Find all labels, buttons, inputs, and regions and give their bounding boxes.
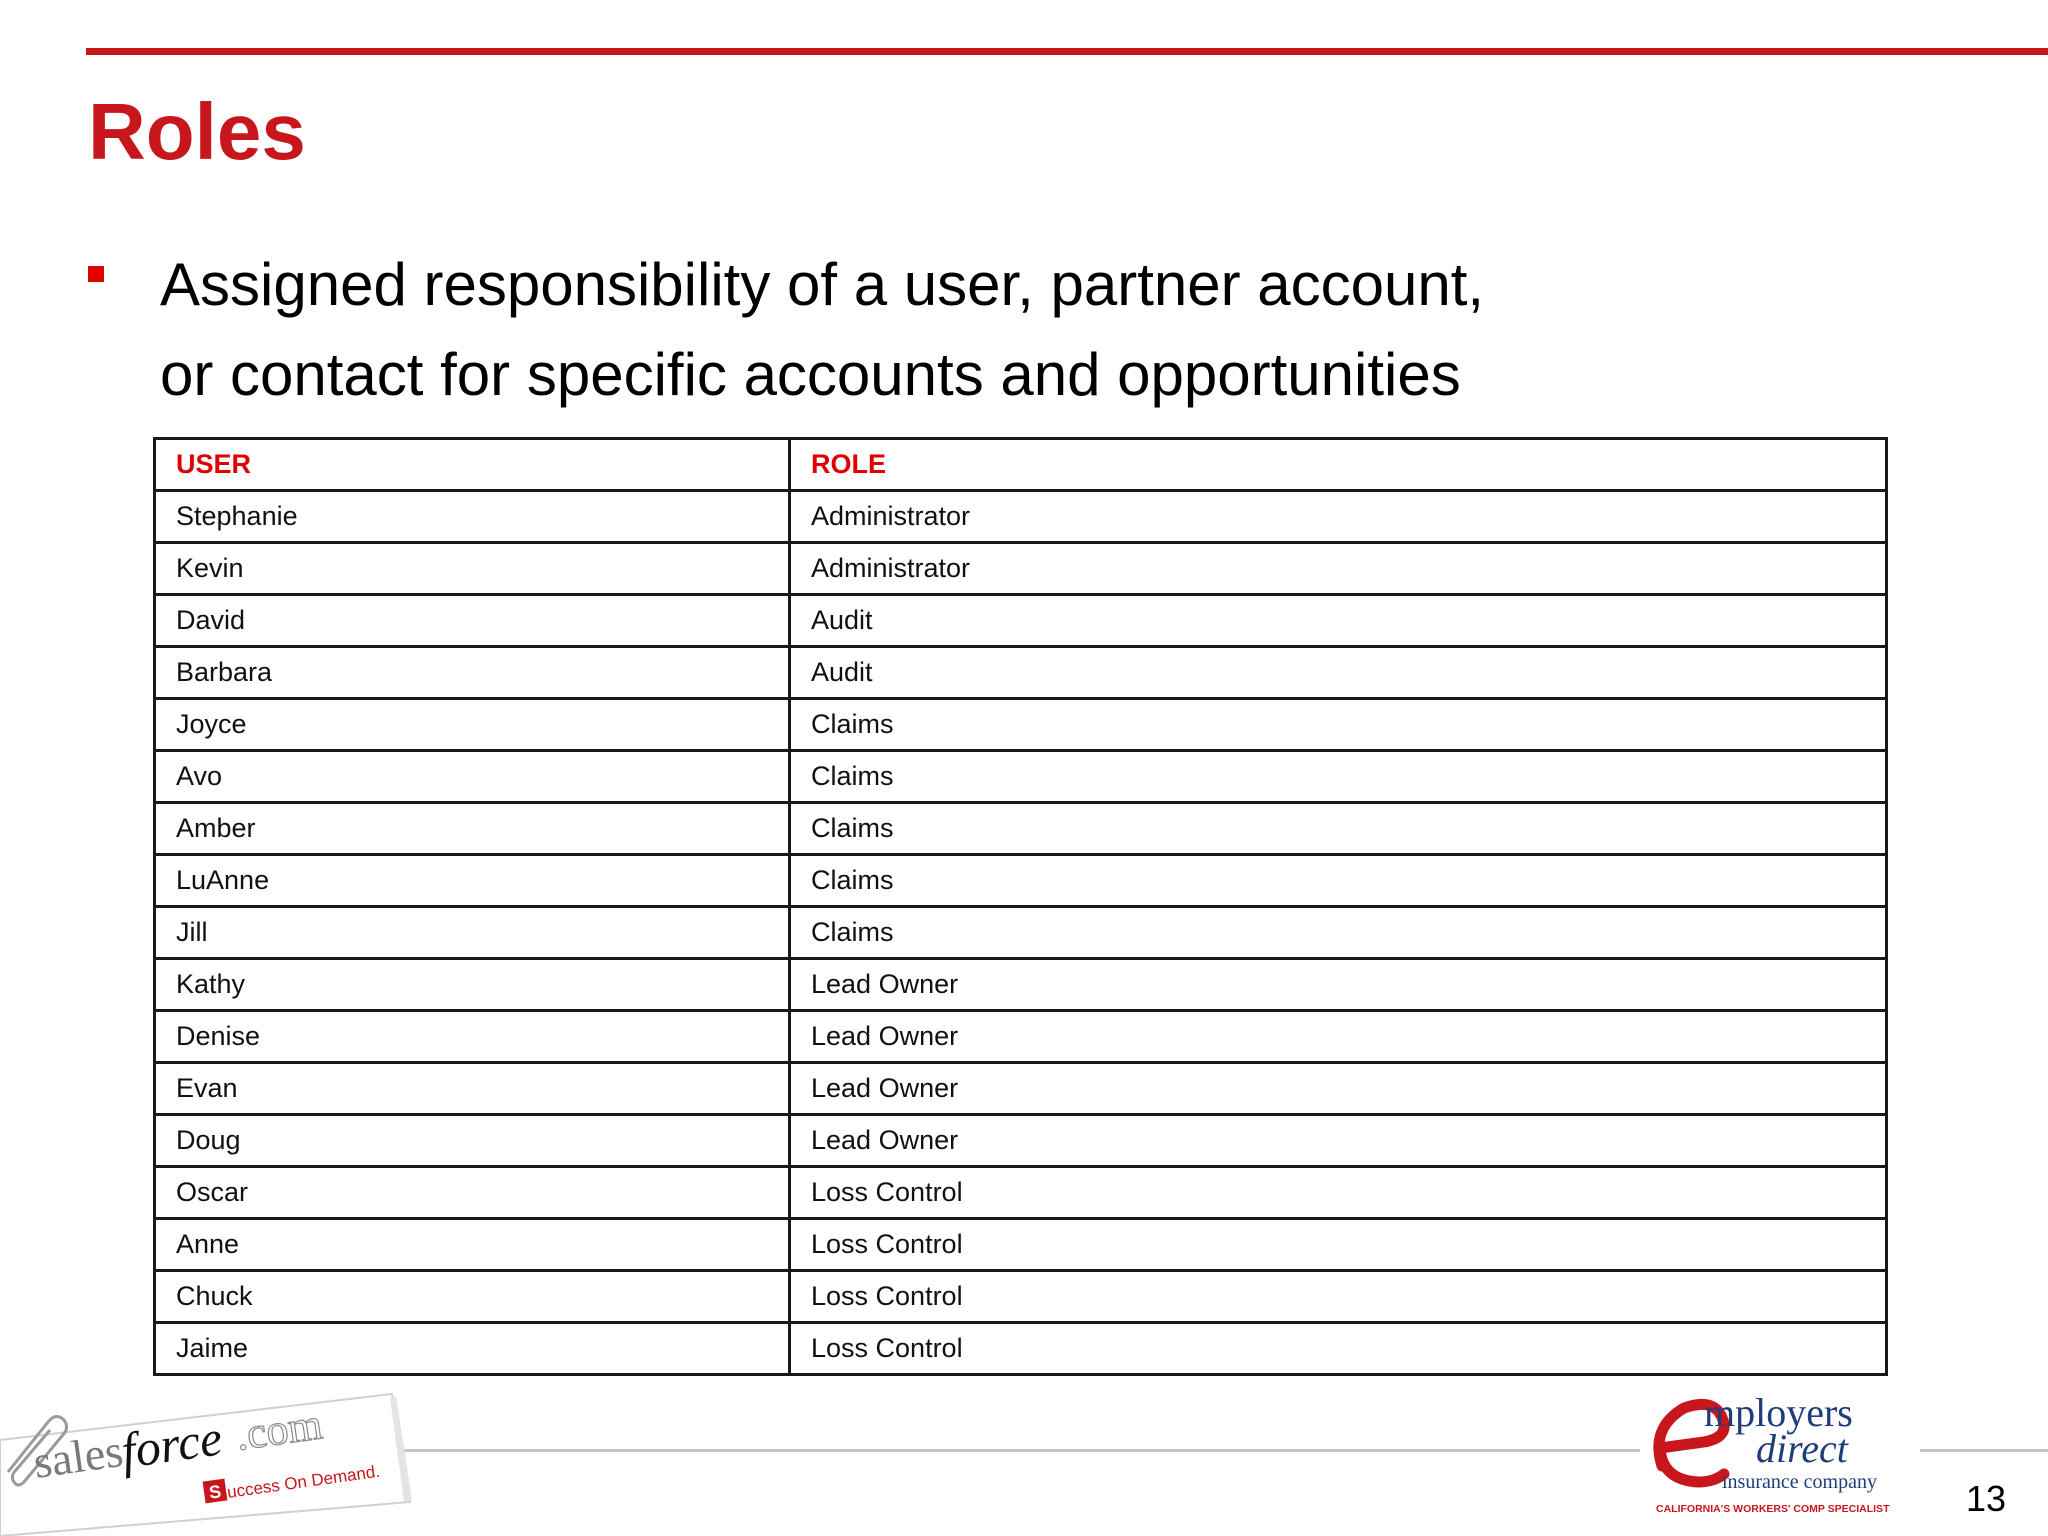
role-cell: Claims: [790, 907, 1887, 959]
role-cell: Claims: [790, 803, 1887, 855]
table-row: [155, 1011, 1887, 1063]
table-row: [155, 751, 1887, 803]
table-row: [155, 1271, 1887, 1323]
role-cell: Claims: [790, 751, 1887, 803]
salesforce-logo: [0, 1352, 420, 1536]
salesforce-wordmark-sales: sales: [30, 1424, 126, 1488]
salesforce-tagline: uccess On Demand.: [225, 1461, 382, 1502]
employers-wordmark: mployers: [1704, 1390, 1853, 1435]
user-cell: Oscar: [155, 1167, 790, 1219]
role-cell: Administrator: [790, 491, 1887, 543]
table-row: [155, 647, 1887, 699]
bullet-text: [160, 240, 1660, 420]
user-cell: Denise: [155, 1011, 790, 1063]
salesforce-wordmark-com: .com: [232, 1399, 326, 1460]
role-column-header: ROLE: [790, 439, 1887, 491]
user-cell: Jaime: [155, 1323, 790, 1375]
page-number: 13: [1966, 1478, 2007, 1519]
insurance-company-wordmark: insurance company: [1722, 1471, 1877, 1493]
role-cell: Claims: [790, 699, 1887, 751]
table-row: [155, 543, 1887, 595]
direct-wordmark: direct: [1756, 1426, 1848, 1471]
bullet-line-1: Assigned responsibility of a user, partner account,: [160, 251, 1485, 318]
roles-table: [153, 437, 1888, 1376]
employers-direct-logo: [1640, 1388, 1920, 1520]
role-cell: Claims: [790, 855, 1887, 907]
role-cell: Loss Control: [790, 1323, 1887, 1375]
user-cell: Kevin: [155, 543, 790, 595]
user-cell: Anne: [155, 1219, 790, 1271]
table-row: [155, 1167, 1887, 1219]
user-cell: Chuck: [155, 1271, 790, 1323]
user-cell: Avo: [155, 751, 790, 803]
slide-title: Roles: [88, 87, 306, 176]
employers-tagline: CALIFORNIA'S WORKERS' COMP SPECIALIST: [1656, 1503, 1890, 1515]
table-row: [155, 855, 1887, 907]
user-cell: LuAnne: [155, 855, 790, 907]
user-cell: Doug: [155, 1115, 790, 1167]
salesforce-wordmark-force: force: [117, 1409, 226, 1479]
svg-text:S: S: [207, 1481, 223, 1503]
success-s-icon: [203, 1479, 228, 1504]
role-cell: Lead Owner: [790, 1011, 1887, 1063]
user-cell: Stephanie: [155, 491, 790, 543]
user-cell: Joyce: [155, 699, 790, 751]
user-cell: Barbara: [155, 647, 790, 699]
bullet-line-2: or contact for specific accounts and opportunities: [160, 341, 1461, 408]
table-row: [155, 1063, 1887, 1115]
table-row: [155, 907, 1887, 959]
role-cell: Lead Owner: [790, 1063, 1887, 1115]
role-cell: Lead Owner: [790, 959, 1887, 1011]
table-row: [155, 959, 1887, 1011]
role-cell: Audit: [790, 595, 1887, 647]
user-cell: Kathy: [155, 959, 790, 1011]
table-row: [155, 803, 1887, 855]
table-row: [155, 491, 1887, 543]
role-cell: Audit: [790, 647, 1887, 699]
role-cell: Loss Control: [790, 1219, 1887, 1271]
user-cell: Jill: [155, 907, 790, 959]
role-cell: Loss Control: [790, 1271, 1887, 1323]
square-bullet-icon: [88, 266, 104, 282]
table-row: [155, 1219, 1887, 1271]
user-column-header: USER: [155, 439, 790, 491]
roles-table-body: [155, 491, 1887, 1375]
role-cell: Lead Owner: [790, 1115, 1887, 1167]
user-cell: Amber: [155, 803, 790, 855]
top-red-rule: [86, 48, 2048, 55]
user-cell: Evan: [155, 1063, 790, 1115]
role-cell: Loss Control: [790, 1167, 1887, 1219]
table-row: [155, 595, 1887, 647]
role-cell: Administrator: [790, 543, 1887, 595]
table-row: [155, 1115, 1887, 1167]
user-cell: David: [155, 595, 790, 647]
table-row: [155, 699, 1887, 751]
table-header-row: [155, 439, 1887, 491]
